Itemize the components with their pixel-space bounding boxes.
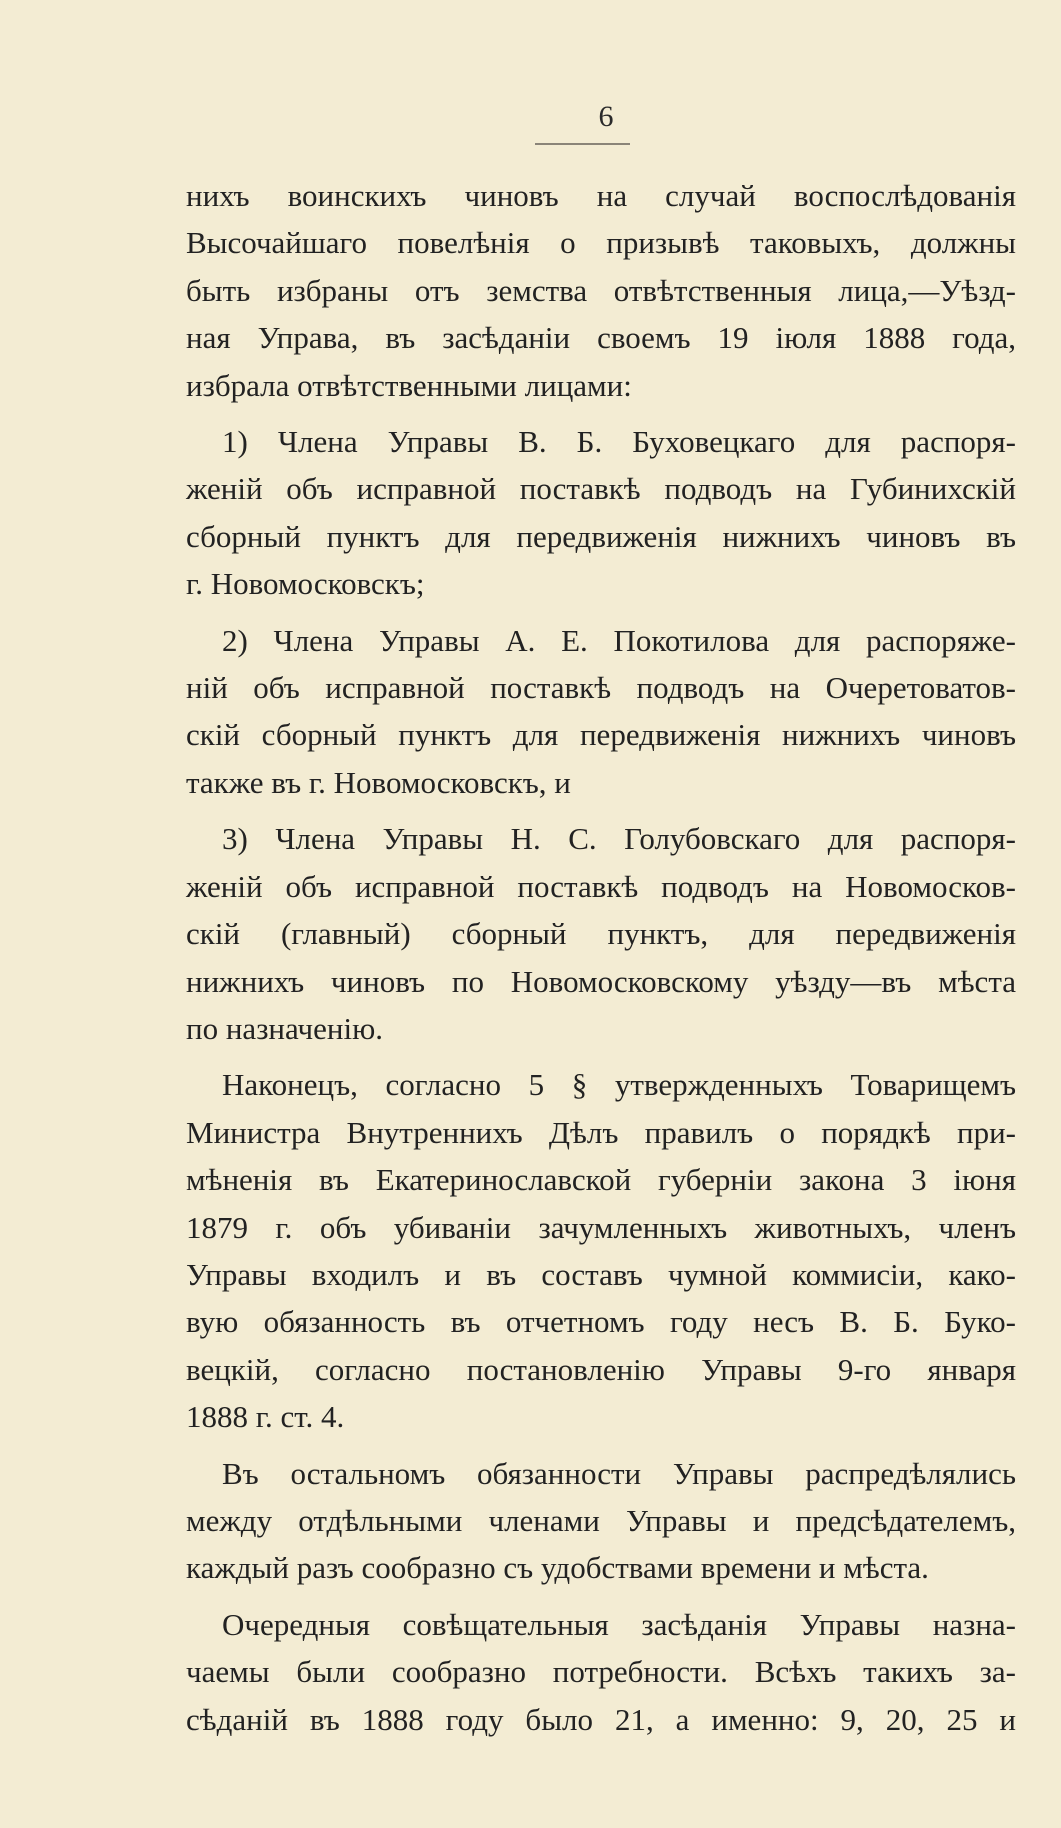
header-rule [535,143,630,145]
text-line: женій объ исправной поставкѣ подводъ на Губинихскій [186,471,1016,507]
text-line: ная Управа, въ засѣданіи своемъ 19 іюля 1888 года, [186,320,1016,356]
text-line: нихъ воинскихъ чиновъ на случай воспослѣдованія [186,178,1016,213]
paragraph [186,1601,1016,1743]
text-line: по назначенію. [186,1010,384,1046]
text-line: г. Новомосковскъ; [186,566,425,602]
text-line: избрала отвѣтственными лицами: [186,367,632,403]
text-line: 1879 г. объ убиваніи зачумленныхъ животныхъ, членъ [186,1209,1016,1245]
text-line: Очередныя совѣщательныя засѣданія Управы назна- [222,1606,1016,1642]
paragraph [186,172,1016,409]
text-line: нижнихъ чиновъ по Новомосковскому уѣзду—въ мѣста [186,963,1016,999]
text-line: скій сборный пунктъ для передвиженія нижнихъ чиновъ [186,717,1016,753]
body-text [186,172,1016,1743]
text-line: Высочайшаго повелѣнія о призывѣ таковыхъ, должны [186,225,1016,261]
text-line: мѣненія въ Екатеринославской губерніи закона 3 іюня [186,1162,1016,1198]
text-line: ній объ исправной поставкѣ подводъ на Очеретоватов- [186,670,1016,706]
text-line: сборный пунктъ для передвиженія нижнихъ чиновъ въ [186,518,1016,554]
paragraph [186,1450,1016,1592]
text-line: также въ г. Новомосковскъ, и [186,764,571,800]
text-line: сѣданій въ 1888 году было 21, а именно: 9, 20, 25 и [186,1701,1016,1737]
text-line: чаемы были сообразно потребности. Всѣхъ такихъ за- [186,1654,1016,1690]
text-line: каждый разъ сообразно съ удобствами времени и мѣста. [186,1550,929,1586]
text-line: Управы входилъ и въ составъ чумной коммисіи, како- [186,1256,1016,1292]
text-line: 1) Члена Управы В. Б. Буховецкаго для распоря- [222,424,1016,460]
page-number: 6 [598,100,614,133]
text-line: 2) Члена Управы А. Е. Покотилова для распоряже- [222,622,1016,658]
text-line: между отдѣльными членами Управы и предсѣдателемъ, [186,1502,1016,1538]
paragraph [186,815,1016,1052]
text-line: вецкій, согласно постановленію Управы 9-го января [186,1351,1016,1387]
paragraph [186,617,1016,807]
text-line: женій объ исправной поставкѣ подводъ на Новомосков- [186,868,1016,904]
paragraph [186,1061,1016,1440]
text-line: скій (главный) сборный пунктъ, для передвиженія [186,916,1016,952]
text-line: Министра Внутреннихъ Дѣлъ правилъ о порядкѣ при- [186,1114,1016,1150]
text-line: 1888 г. ст. 4. [186,1399,345,1435]
text-line: Наконецъ, согласно 5 § утвержденныхъ Товарищемъ [222,1067,1016,1103]
text-line: быть избраны отъ земства отвѣтственныя лица,—Уѣзд- [186,272,1016,308]
text-line: Въ остальномъ обязанности Управы распредѣлялись [222,1455,1016,1491]
text-line: вую обязанность въ отчетномъ году несъ В. Б. Буко- [186,1304,1016,1340]
text-line: 3) Члена Управы Н. С. Голубовскаго для распоря- [222,821,1016,857]
paragraph [186,418,1016,608]
